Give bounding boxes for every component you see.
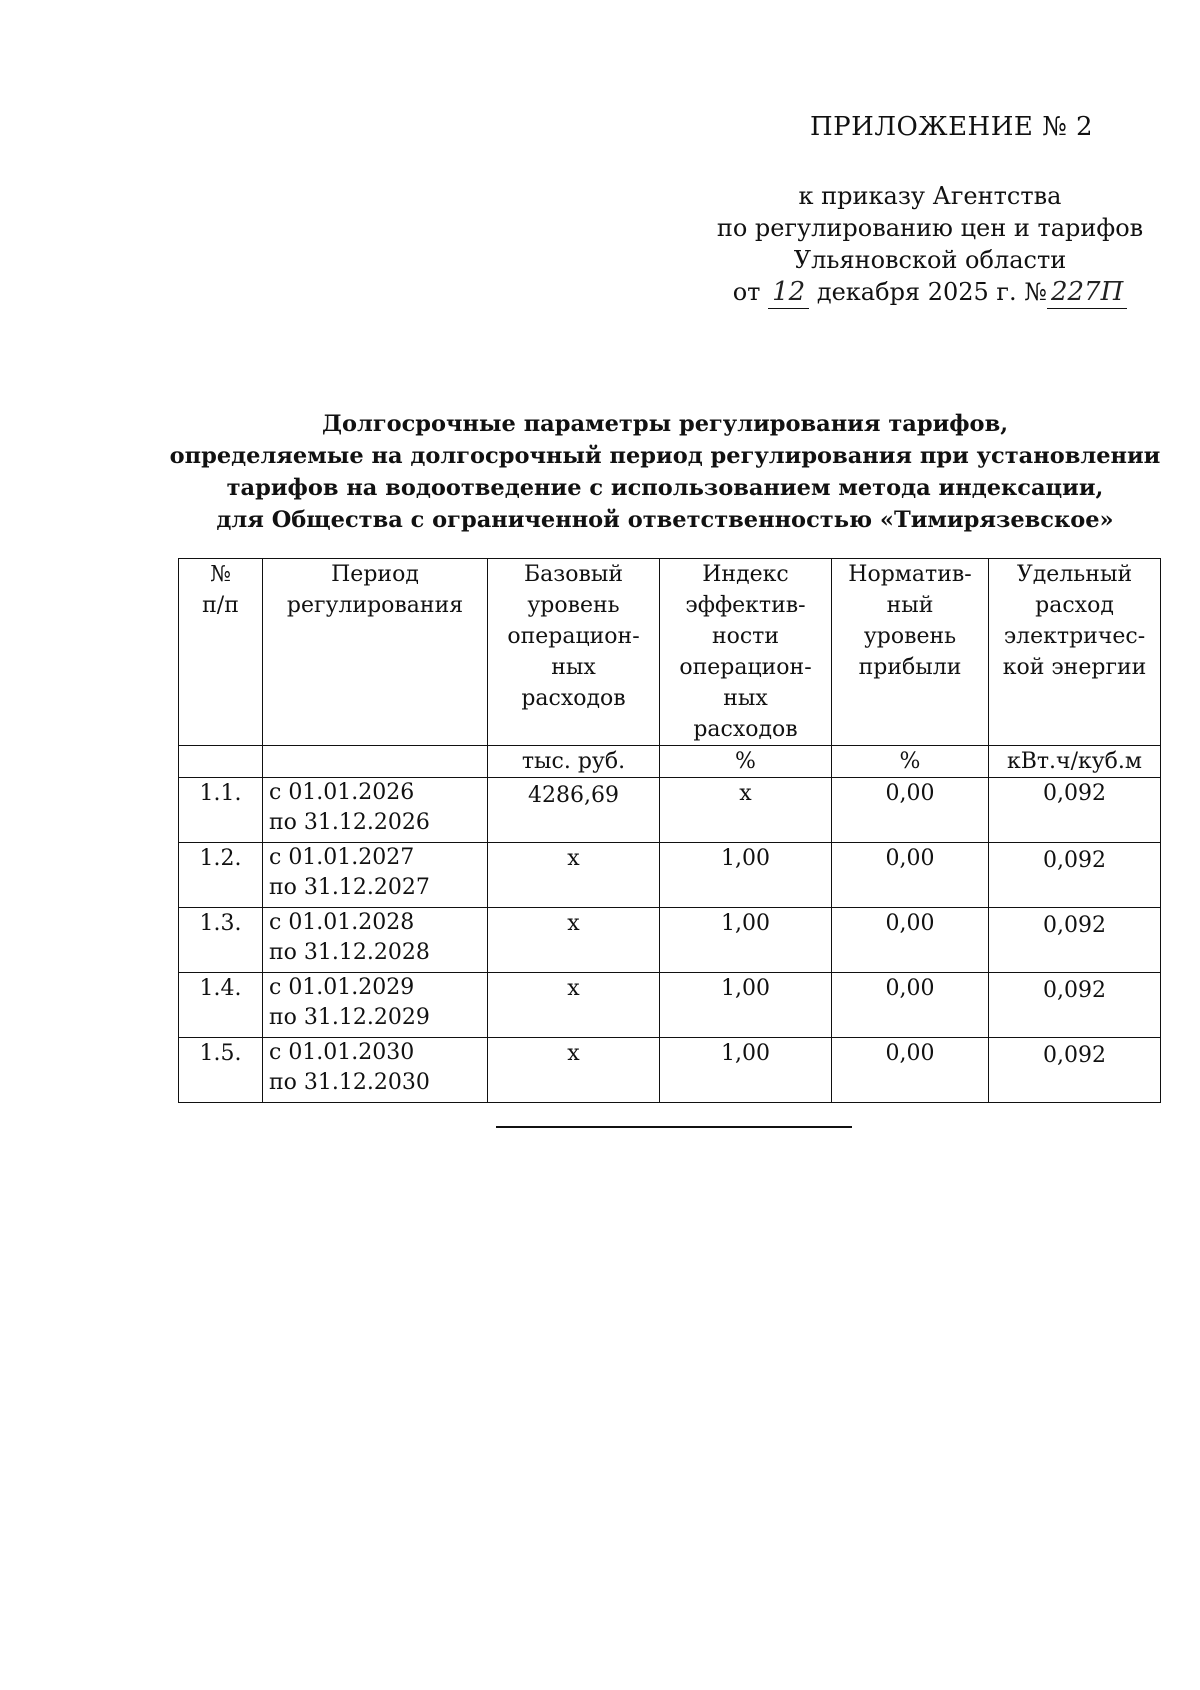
- row-num: 1.3.: [179, 908, 263, 973]
- order-line-2: по регулированию цен и тарифов: [716, 214, 1144, 242]
- unit-index: %: [660, 746, 832, 778]
- table-row: [179, 1038, 1161, 1103]
- header-profit-level: Норматив- ный уровень прибыли: [832, 559, 989, 746]
- unit-base: тыс. руб.: [488, 746, 660, 778]
- row-num: 1.1.: [179, 778, 263, 843]
- title-line-4: для Общества с ограниченной ответственностью «Тимирязевское»: [216, 507, 1114, 533]
- units-row: [179, 746, 1161, 778]
- row-num: 1.4.: [179, 973, 263, 1038]
- order-reference: [700, 180, 1160, 309]
- annex-title: ПРИЛОЖЕНИЕ № 2: [810, 112, 1094, 142]
- row-period: с 01.01.2030 по 31.12.2030: [263, 1038, 488, 1103]
- row-base: х: [488, 908, 660, 973]
- row-num: 1.2.: [179, 843, 263, 908]
- row-base: х: [488, 973, 660, 1038]
- table-header-row: [179, 559, 1161, 746]
- row-period: с 01.01.2026 по 31.12.2026: [263, 778, 488, 843]
- title-line-3: тарифов на водоотведение с использованием метода индексации,: [226, 475, 1104, 501]
- row-energy: 0,092: [989, 843, 1161, 908]
- row-profit: 0,00: [832, 778, 989, 843]
- row-base: х: [488, 1038, 660, 1103]
- row-profit: 0,00: [832, 843, 989, 908]
- row-energy: 0,092: [989, 908, 1161, 973]
- order-line-1: к приказу Агентства: [798, 182, 1062, 210]
- title-line-1: Долгосрочные параметры регулирования тарифов,: [321, 411, 1009, 437]
- document-title: [150, 408, 1180, 536]
- header-num: № п/п: [179, 559, 263, 746]
- row-energy: 0,092: [989, 1038, 1161, 1103]
- header-energy-consumption: Удельный расход электричес- кой энергии: [989, 559, 1161, 746]
- table-row: [179, 843, 1161, 908]
- row-profit: 0,00: [832, 973, 989, 1038]
- handwritten-day: 12: [768, 276, 809, 309]
- row-num: 1.5.: [179, 1038, 263, 1103]
- order-line-3: Ульяновской области: [793, 246, 1067, 274]
- unit-energy: кВт.ч/куб.м: [989, 746, 1161, 778]
- row-period: с 01.01.2028 по 31.12.2028: [263, 908, 488, 973]
- table-row: [179, 908, 1161, 973]
- table-row: [179, 973, 1161, 1038]
- row-energy: 0,092: [989, 778, 1161, 843]
- row-base: 4286,69: [488, 778, 660, 843]
- row-energy: 0,092: [989, 973, 1161, 1038]
- row-period: с 01.01.2029 по 31.12.2029: [263, 973, 488, 1038]
- order-date-line: [700, 276, 1160, 309]
- header-period: Период регулирования: [263, 559, 488, 746]
- closing-rule: [496, 1126, 852, 1128]
- date-prefix: от: [732, 278, 761, 306]
- parameters-table: [178, 558, 1161, 1103]
- title-line-2: определяемые на долгосрочный период регулирования при установлении: [169, 443, 1161, 469]
- unit-profit: %: [832, 746, 989, 778]
- unit-num: [179, 746, 263, 778]
- row-profit: 0,00: [832, 908, 989, 973]
- header-base-opex: Базовый уровень операцион- ных расходов: [488, 559, 660, 746]
- unit-period: [263, 746, 488, 778]
- row-index: х: [660, 778, 832, 843]
- row-base: х: [488, 843, 660, 908]
- row-index: 1,00: [660, 908, 832, 973]
- row-index: 1,00: [660, 1038, 832, 1103]
- table-row: [179, 778, 1161, 843]
- date-rest: декабря 2025 г. №: [816, 278, 1047, 306]
- row-period: с 01.01.2027 по 31.12.2027: [263, 843, 488, 908]
- row-index: 1,00: [660, 843, 832, 908]
- row-index: 1,00: [660, 973, 832, 1038]
- header-efficiency-index: Индекс эффектив- ности операцион- ных расходов: [660, 559, 832, 746]
- row-profit: 0,00: [832, 1038, 989, 1103]
- handwritten-order-number: 227П: [1047, 276, 1127, 309]
